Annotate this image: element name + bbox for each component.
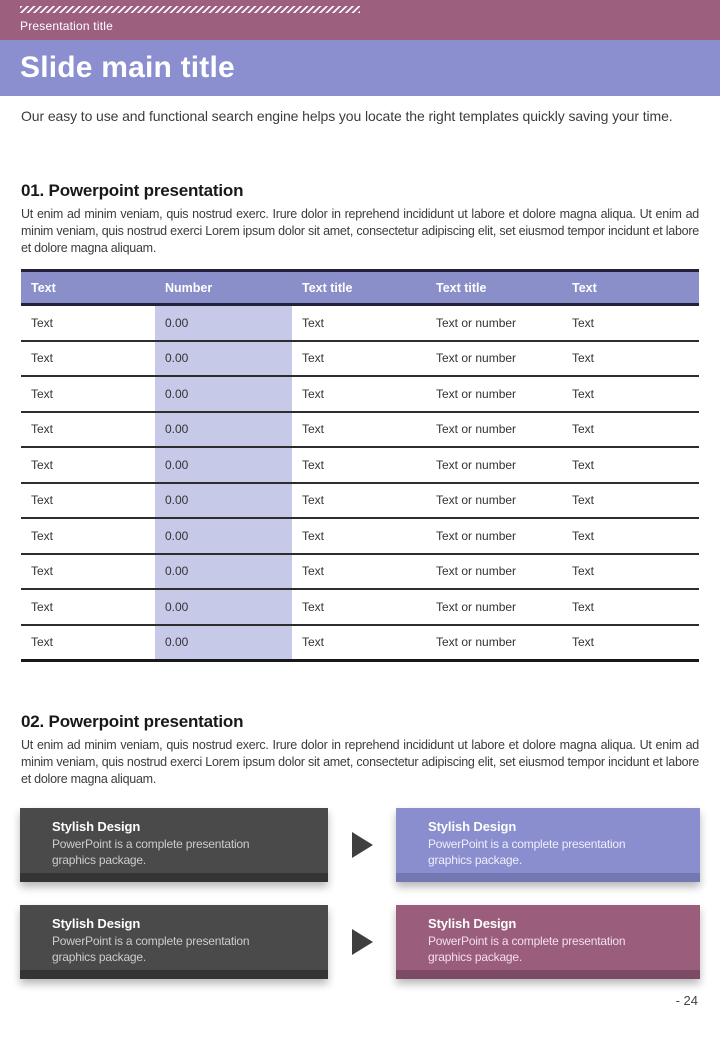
table-header-cell: Text title <box>436 280 487 295</box>
table-cell: Text <box>31 386 54 401</box>
table-cell: Text or number <box>436 528 517 543</box>
card-title: Stylish Design <box>428 916 517 932</box>
table-cell: 0.00 <box>155 519 292 553</box>
arrow-zone <box>328 905 396 979</box>
table-cell: Text <box>572 315 595 330</box>
presentation-topbar <box>0 0 720 40</box>
table-cell: Text <box>302 635 325 650</box>
stylish-design-card-maroon <box>396 905 700 979</box>
table-row <box>21 413 699 449</box>
table-cell: Text <box>31 315 54 330</box>
table-cell: Text <box>31 457 54 472</box>
table-cell: Text <box>302 493 325 508</box>
table-cell: Text <box>31 635 54 650</box>
table-row <box>21 484 699 520</box>
table-cell: Text <box>572 457 595 472</box>
table-cell: Text <box>31 528 54 543</box>
table-header-row <box>21 272 699 306</box>
table-row <box>21 306 699 342</box>
table-cell: Text <box>302 528 325 543</box>
table-cell: Text <box>572 564 595 579</box>
table-cell: Text or number <box>436 386 517 401</box>
table-header-cell: Text title <box>302 280 353 295</box>
card-body: PowerPoint is a complete presentation graphics package. <box>52 837 250 867</box>
intro-paragraph: Our easy to use and functional search engine helps you locate the right templates quickly saving your time. <box>21 108 673 124</box>
page-number: - 24 <box>675 993 698 1008</box>
card-body: PowerPoint is a complete presentation graphics package. <box>428 837 626 867</box>
table-header-cell: Text <box>31 280 56 295</box>
table-cell: 0.00 <box>155 306 292 340</box>
section-02-body: Ut enim ad minim veniam, quis nostrud exerc. Irure dolor in reprehend incididunt ut labore et dolore magna aliqua. Ut enim ad minim veniam, quis nostrud exerci Lorem ipsum dolor sit amet, consectetur adipiscing elit, set eiusmod tempor incidunt et labore et dolore magna aliquam. <box>21 738 699 787</box>
table-cell: Text <box>572 599 595 614</box>
table-cell: Text <box>572 635 595 650</box>
table-row <box>21 519 699 555</box>
table-cell: Text <box>302 599 325 614</box>
section-02-heading: 02. Powerpoint presentation <box>21 712 244 732</box>
card-row-2 <box>20 905 700 979</box>
table-cell: Text <box>572 493 595 508</box>
table-cell: Text <box>31 422 54 437</box>
stylish-design-card-dark-1 <box>20 808 328 882</box>
table-cell: Text <box>31 564 54 579</box>
table-cell: Text <box>302 386 325 401</box>
table-cell: Text or number <box>436 635 517 650</box>
table-cell: 0.00 <box>155 626 292 660</box>
table-cell: Text <box>31 351 54 366</box>
table-row <box>21 590 699 626</box>
data-table <box>21 269 699 662</box>
card-title: Stylish Design <box>52 819 141 835</box>
table-cell: 0.00 <box>155 413 292 447</box>
table-cell: 0.00 <box>155 448 292 482</box>
arrow-right-icon <box>352 832 373 858</box>
table-row <box>21 342 699 378</box>
table-cell: 0.00 <box>155 342 292 376</box>
table-cell: Text or number <box>436 599 517 614</box>
arrow-right-icon <box>352 929 373 955</box>
card-body: PowerPoint is a complete presentation graphics package. <box>428 934 626 964</box>
table-cell: Text or number <box>436 422 517 437</box>
section-01-body: Ut enim ad minim veniam, quis nostrud exerc. Irure dolor in reprehend incididunt ut labore et dolore magna aliqua. Ut enim ad minim veniam, quis nostrud exerci Lorem ipsum dolor sit amet, consectetur adipiscing elit, set eiusmod tempor incidunt et labore et dolore magna aliquam. <box>21 207 699 256</box>
hatch-stripes-decoration <box>20 6 360 13</box>
table-cell: Text <box>302 315 325 330</box>
arrow-zone <box>328 808 396 882</box>
table-body <box>21 306 699 662</box>
table-cell: Text <box>302 457 325 472</box>
table-cell: Text <box>31 493 54 508</box>
table-cell: Text <box>302 564 325 579</box>
stylish-design-card-purple <box>396 808 700 882</box>
table-cell: Text or number <box>436 315 517 330</box>
table-row <box>21 448 699 484</box>
presentation-title: Presentation title <box>20 19 113 33</box>
table-cell: Text <box>31 599 54 614</box>
table-cell: 0.00 <box>155 555 292 589</box>
table-header-cell: Number <box>165 280 213 295</box>
table-cell: 0.00 <box>155 377 292 411</box>
table-row <box>21 377 699 413</box>
card-body: PowerPoint is a complete presentation graphics package. <box>52 934 250 964</box>
table-cell: Text <box>572 351 595 366</box>
slide-main-title: Slide main title <box>20 51 235 84</box>
table-cell: Text <box>572 422 595 437</box>
table-cell: Text <box>572 528 595 543</box>
table-cell: Text or number <box>436 493 517 508</box>
stylish-design-card-dark-2 <box>20 905 328 979</box>
cards-section <box>0 808 720 979</box>
card-title: Stylish Design <box>52 916 141 932</box>
table-cell: 0.00 <box>155 484 292 518</box>
table-cell: 0.00 <box>155 590 292 624</box>
table-row <box>21 555 699 591</box>
table-header-cell: Text <box>572 280 597 295</box>
table-cell: Text <box>302 351 325 366</box>
table-cell: Text or number <box>436 457 517 472</box>
table-row <box>21 626 699 663</box>
table-cell: Text or number <box>436 351 517 366</box>
table-cell: Text <box>302 422 325 437</box>
table-cell: Text <box>572 386 595 401</box>
card-title: Stylish Design <box>428 819 517 835</box>
section-01-heading: 01. Powerpoint presentation <box>21 181 244 201</box>
slide-title-banner <box>0 40 720 96</box>
card-row-1 <box>20 808 700 882</box>
table-cell: Text or number <box>436 564 517 579</box>
